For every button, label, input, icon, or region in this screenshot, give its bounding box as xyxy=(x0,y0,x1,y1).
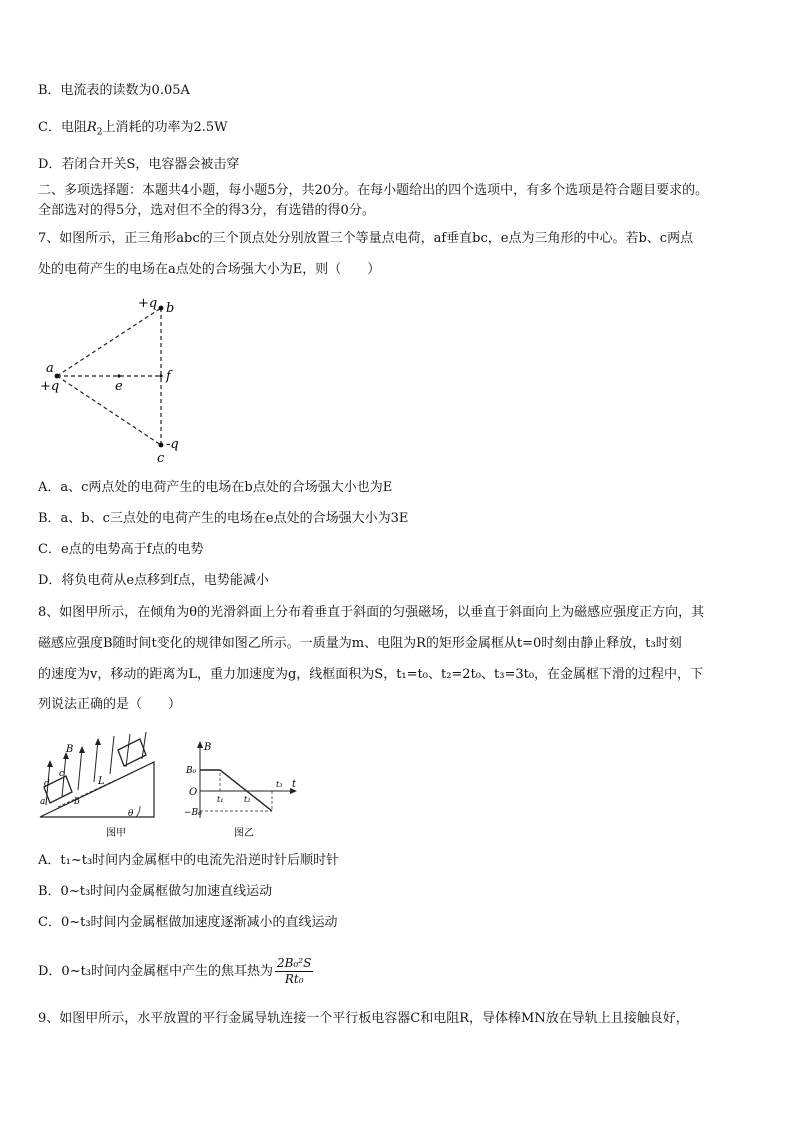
q8-arrow-head xyxy=(79,746,85,753)
section2-line2: 全部选对的得5分，选对但不全的得3分，有选错的得0分。 xyxy=(38,203,375,218)
q7-option-c: C．e点的电势高于f点的电势 xyxy=(38,542,204,557)
q8-fig1-label-c: c xyxy=(59,769,65,779)
q8-fig1-label-a: a xyxy=(40,797,46,807)
q7-triangle-figure xyxy=(30,290,200,468)
q8-graph-label-t: t xyxy=(292,779,297,790)
q8-fig1-label-l: L xyxy=(98,776,105,787)
q7-option-d: D．将负电荷从e点移到f点，电势能减小 xyxy=(38,573,269,588)
q8-figure-incline xyxy=(36,732,166,842)
q7-charge-a: +q xyxy=(40,379,60,394)
q7-stem-line2: 处的电荷产生的电场在a点处的合场强大小为E，则（ ） xyxy=(38,262,381,277)
q7-label-a: a xyxy=(46,361,54,376)
q8-frame-end xyxy=(118,739,146,766)
q7-stem-line1: 7、如图所示，正三角形abc的三个顶点处分别放置三个等量点电荷，af垂直bc，e点为三角形的中心。若b、c两点 xyxy=(38,231,694,246)
q8-graph-label-t3: t₃ xyxy=(276,780,283,789)
q8-fig2-caption: 图乙 xyxy=(234,828,254,839)
q8-stem-line3: 的速度为v，移动的距离为L，重力加速度为g，线框面积为S，t₁=t₀、t₂=2t₀、t₃=3t₀，在金属框下滑的过程中，下 xyxy=(38,667,704,682)
q8-graph-label-b: B xyxy=(204,742,212,753)
q8-option-c: C．0~t₃时间内金属框做加速度逐渐减小的直线运动 xyxy=(38,915,338,930)
q7-charge-b: +q xyxy=(138,296,158,311)
q7-option-a: A．a、c两点处的电荷产生的电场在b点处的合场强大小也为E xyxy=(38,480,393,495)
q8-option-b: B．0~t₃时间内金属框做匀加速直线运动 xyxy=(38,884,273,899)
q6-option-d: D．若闭合开关S，电容器会被击穿 xyxy=(38,157,240,172)
q8-fig1-label-b-field: B xyxy=(66,744,74,755)
q7-label-c: c xyxy=(157,451,165,466)
q8-graph-label-t1: t₁ xyxy=(217,795,224,804)
q6-option-c-suffix: 上消耗的功率为2.5W xyxy=(102,120,228,135)
q6-option-c-sub: 2 xyxy=(96,127,103,138)
section2-line1: 二、多项选择题：本题共4小题，每小题5分，共20分。在每小题给出的四个选项中，有多个选项是符合题目要求的。 xyxy=(38,183,709,198)
q8-figure-bt-graph xyxy=(184,738,304,842)
q8-fig1-label-theta: θ xyxy=(128,809,134,819)
q7-point-f xyxy=(159,374,162,377)
q8-option-a: A．t₁~t₃时间内金属框中的电流先沿逆时针后顺时针 xyxy=(38,853,340,868)
q7-label-f: f xyxy=(166,369,171,384)
q7-point-a xyxy=(55,374,60,379)
q8-arrow-head xyxy=(95,738,101,745)
q8-fig1-label-d: d xyxy=(44,779,50,789)
q8-angle-arc xyxy=(136,806,140,817)
q7-label-e: e xyxy=(115,379,123,394)
q8-stem-line4: 列说法正确的是（ ） xyxy=(38,697,182,712)
q7-charge-c: -q xyxy=(166,437,179,452)
q7-point-b xyxy=(159,306,164,311)
q9-stem-line1: 9、如图甲所示，水平放置的平行金属导轨连接一个平行板电容器C和电阻R，导体棒MN放在导轨上且接触良好， xyxy=(38,1011,689,1026)
q8-graph-label-t2: t₂ xyxy=(244,795,251,804)
q8-arrow-head xyxy=(47,760,53,767)
q8-option-d-denominator: Rt₀ xyxy=(284,972,304,986)
q7-label-b: b xyxy=(166,301,175,316)
q8-option-d-numerator: 2B₀²S xyxy=(277,956,312,970)
q8-option-d-text: D．0~t₃时间内金属框中产生的焦耳热为 xyxy=(38,964,274,979)
q8-option-d-fraction xyxy=(275,956,313,987)
q7-edge-ab xyxy=(57,308,161,376)
q8-graph-b-axis-arrow xyxy=(197,741,203,748)
q8-graph-label-origin: O xyxy=(189,787,198,798)
q8-fig1-label-b: b xyxy=(74,797,80,807)
q6-option-c-prefix: C．电阻 xyxy=(38,120,87,135)
q8-incline-triangle xyxy=(40,762,154,817)
q6-option-b: B．电流表的读数为0.05A xyxy=(38,83,190,98)
q8-graph-label-neg-b0: −B₀ xyxy=(184,808,202,818)
q7-edge-ac xyxy=(57,376,161,445)
q8-option-d xyxy=(38,952,313,992)
q7-option-b: B．a、b、c三点处的电荷产生的电场在e点处的合场强大小为3E xyxy=(38,511,409,526)
q8-graph-label-b0: B₀ xyxy=(186,766,197,776)
q8-fig1-caption: 图甲 xyxy=(106,828,126,839)
q6-option-c-var: R xyxy=(86,120,97,135)
q7-point-c xyxy=(159,443,164,448)
q8-stem-line2: 磁感应强度B随时间t变化的规律如图乙所示。一质量为m、电阻为R的矩形金属框从t=0时刻由静止释放，t₃时刻 xyxy=(38,636,682,651)
q6-option-c xyxy=(38,120,228,141)
q8-stem-line1: 8、如图甲所示，在倾角为θ的光滑斜面上分布着垂直于斜面的匀强磁场，以垂直于斜面向上为磁感应强度正方向，其 xyxy=(38,605,705,620)
q7-point-e xyxy=(117,374,120,377)
